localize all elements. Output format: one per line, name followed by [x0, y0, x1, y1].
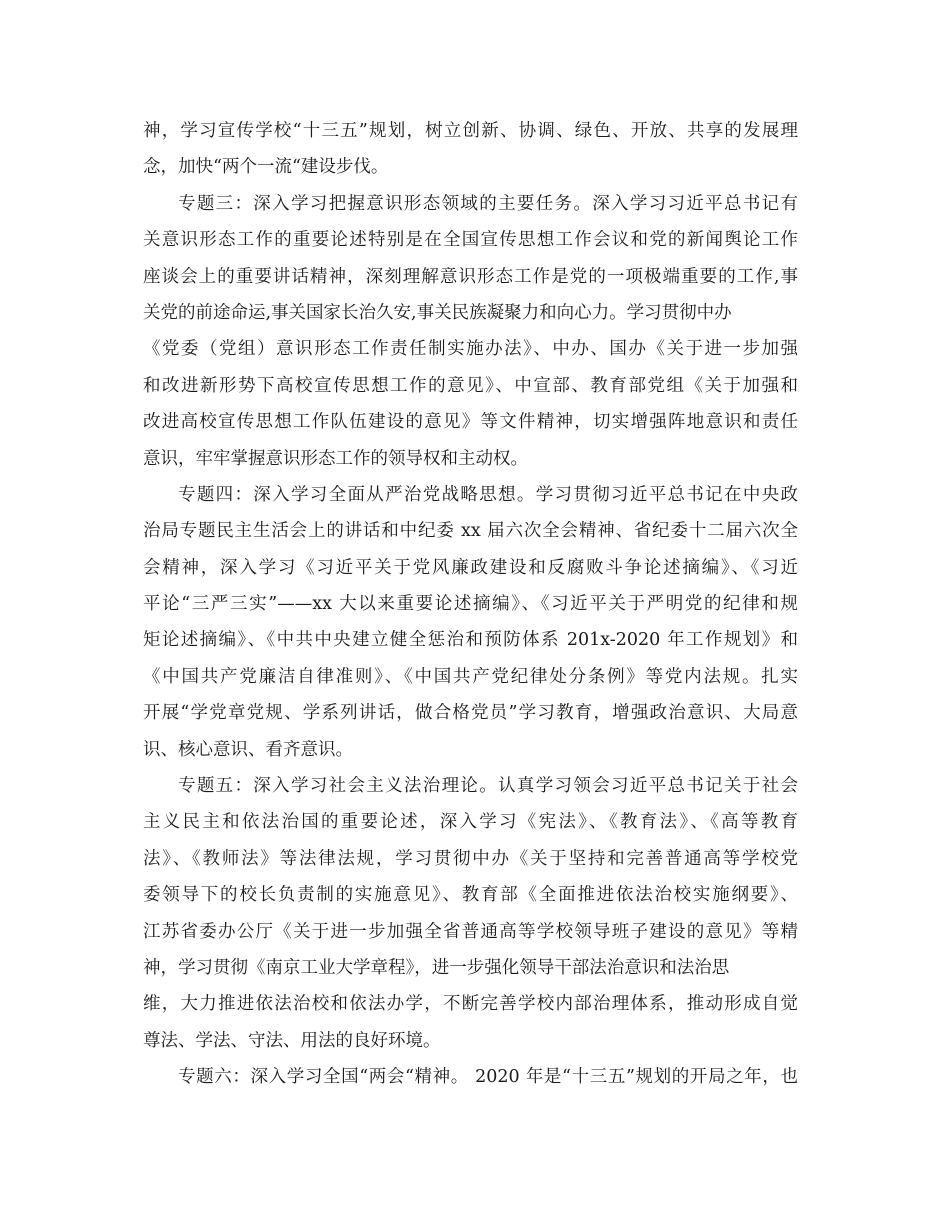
- text-line: 和改进新形势下高校宣传思想工作的意见》、中宣部、教育部党组《关于加强和: [143, 375, 798, 396]
- text-line: 平论“三严三实”——xx 大以来重要论述摘编》、《习近平关于严明党的纪律和规: [143, 594, 798, 615]
- text-line: 法》、《教师法》等法律法规，学习贯彻中办《关于坚持和完善普通高等学校党: [143, 848, 798, 869]
- text-line: 维，大力推进依法治校和依法办学，不断完善学校内部治理体系，推动形成自觉: [143, 994, 798, 1015]
- text-line: 主义民主和依法治国的重要论述，深入学习《宪法》、《教育法》、《高等教育: [143, 812, 798, 833]
- text-line: 治局专题民主生活会上的讲话和中纪委 xx 届六次全会精神、省纪委十二届六次全: [143, 521, 798, 542]
- text-line: 《党委（党组）意识形态工作责任制实施办法》、中办、国办《关于进一步加强: [143, 339, 798, 360]
- text-line: 矩论述摘编》、《中共中央建立健全惩治和预防体系 201x-2020 年工作规划》和: [143, 630, 798, 651]
- text-line: 关党的前途命运,事关国家长治久安,事关民族凝聚力和向心力。学习贯彻中办: [143, 302, 732, 323]
- text-line: 专题六：深入学习全国“两会“精神。 2020 年是“十三五”规划的开局之年，也: [178, 1067, 798, 1088]
- text-line: 意识，牢牢掌握意识形态工作的领导权和主动权。: [143, 448, 528, 469]
- text-line: 座谈会上的重要讲话精神，深刻理解意识形态工作是党的一项极端重要的工作,事: [143, 266, 798, 287]
- text-line: 委领导下的校长负责制的实施意见》、教育部《全面推进依法治校实施纲要》、: [143, 885, 798, 906]
- text-line: 识、核心意识、看齐意识。: [143, 739, 353, 760]
- document-body: [143, 113, 798, 1096]
- text-line: 改进高校宣传思想工作队伍建设的意见》等文件精神，切实增强阵地意识和责任: [143, 412, 798, 433]
- text-line: 关意识形态工作的重要论述特别是在全国宣传思想工作会议和党的新闻舆论工作: [143, 230, 798, 251]
- text-line: 《中国共产党廉洁自律准则》、《中国共产党纪律处分条例》等党内法规。扎实: [143, 666, 798, 687]
- text-line: 会精神，深入学习《习近平关于党风廉政建设和反腐败斗争论述摘编》、《习近: [143, 557, 798, 578]
- text-line: 专题四：深入学习全面从严治党战略思想。学习贯彻习近平总书记在中央政: [178, 484, 798, 505]
- text-line: 专题三：深入学习把握意识形态领域的主要任务。深入学习习近平总书记有: [178, 193, 798, 214]
- text-line: 神，学习贯彻《南京工业大学章程》，进一步强化领导干部法治意识和法治思: [143, 957, 730, 978]
- text-line: 念，加快“两个一流“建设步伐。: [143, 157, 389, 178]
- text-line: 开展“学党章党规、学系列讲话，做合格党员”学习教育，增强政治意识、大局意: [143, 703, 798, 724]
- text-line: 专题五：深入学习社会主义法治理论。认真学习领会习近平总书记关于社会: [178, 776, 798, 797]
- text-line: 神，学习宣传学校“十三五”规划，树立创新、协调、绿色、开放、共享的发展理: [143, 121, 798, 141]
- text-line: 江苏省委办公厅《关于进一步加强全省普通高等学校领导班子建设的意见》等精: [143, 921, 798, 942]
- text-line: 尊法、学法、守法、用法的良好环境。: [143, 1030, 441, 1051]
